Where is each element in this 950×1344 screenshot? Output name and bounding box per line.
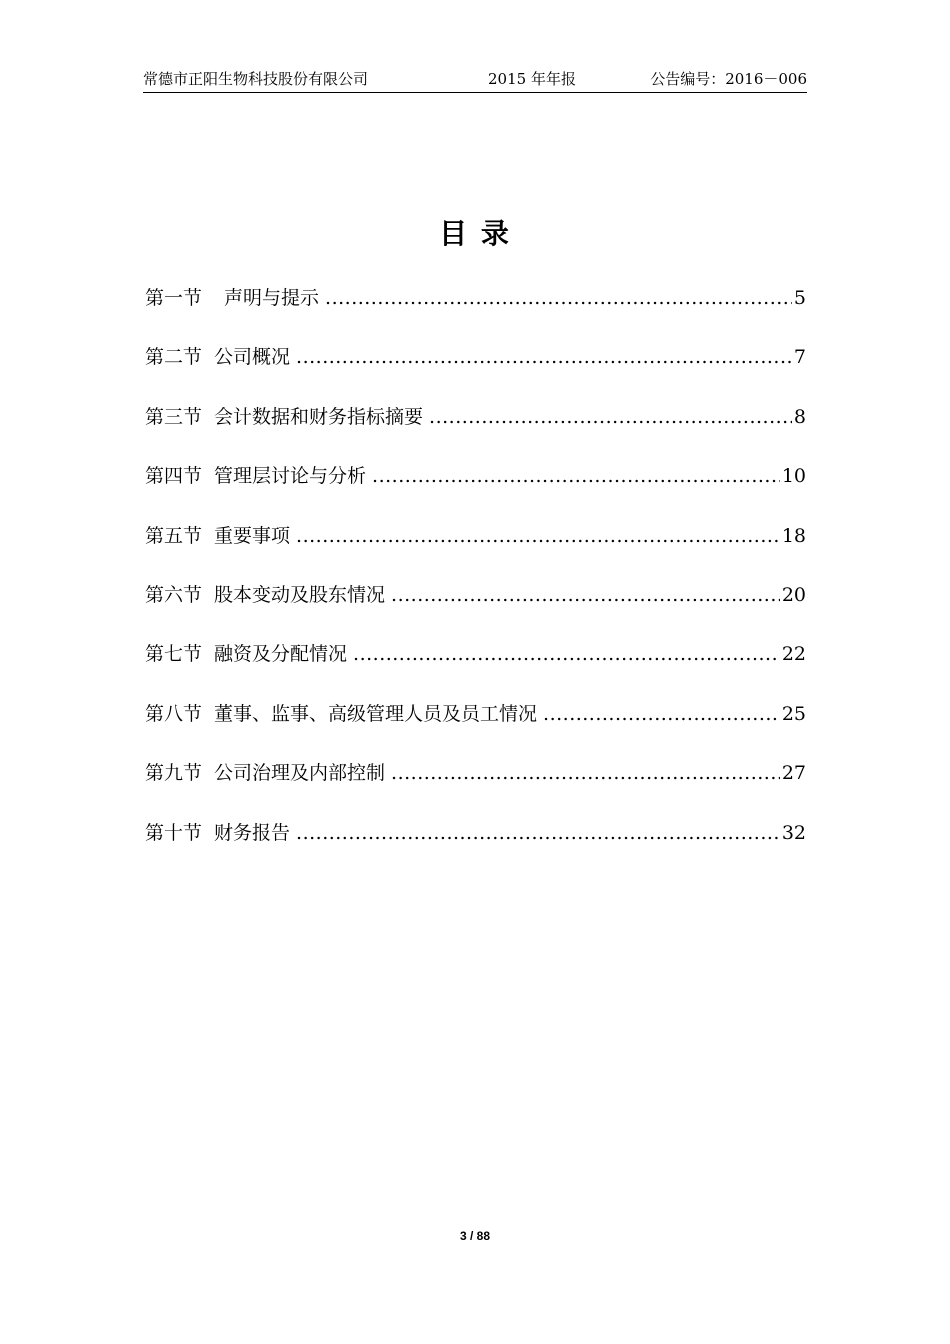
toc-leader-dots <box>391 756 780 790</box>
toc-section-title: 会计数据和财务指标摘要 <box>214 405 424 428</box>
toc-leader-dots <box>296 816 780 850</box>
toc-leader-dots <box>429 400 792 434</box>
toc-section-number: 第十节 <box>145 821 203 844</box>
toc-page-number: 5 <box>793 287 806 309</box>
toc-leader-dots <box>325 281 792 315</box>
toc-section-number: 第七节 <box>145 643 203 666</box>
toc-section-number: 第五节 <box>145 524 203 547</box>
toc-page-number: 10 <box>781 465 806 488</box>
toc-section-number: 第三节 <box>145 405 203 428</box>
toc-page-number: 20 <box>781 583 806 606</box>
page-number-footer: 3 / 88 <box>459 1229 491 1243</box>
toc-entry[interactable] <box>145 816 806 875</box>
toc-page-number: 25 <box>781 702 806 725</box>
toc-leader-dots <box>296 519 780 553</box>
header-notice-number: 公告编号：2016－006 <box>650 70 807 88</box>
toc-page-number: 32 <box>781 821 806 844</box>
toc-section-number: 第二节 <box>145 346 203 369</box>
toc-section-title: 董事、监事、高级管理人员及员工情况 <box>214 702 538 725</box>
toc-section-title: 公司概况 <box>214 346 291 369</box>
toc-section-number: 第四节 <box>145 465 203 488</box>
toc-leader-dots <box>543 697 780 731</box>
toc-leader-dots <box>391 578 780 612</box>
toc-entry[interactable] <box>145 459 806 518</box>
header-company-name: 常德市正阳生物科技股份有限公司 <box>143 70 369 88</box>
toc-section-number: 第一节 <box>145 287 203 309</box>
toc-section-number: 第九节 <box>145 762 203 785</box>
toc-section-title: 公司治理及内部控制 <box>214 762 386 785</box>
toc-title: 目 录 <box>439 217 511 250</box>
toc-section-number: 第六节 <box>145 583 203 606</box>
toc-section-title: 股本变动及股东情况 <box>214 583 386 606</box>
toc-leader-dots <box>372 459 780 493</box>
toc-page-number: 8 <box>793 405 806 428</box>
table-of-contents <box>145 281 806 875</box>
toc-page-number: 18 <box>781 524 806 547</box>
toc-entry[interactable] <box>145 637 806 696</box>
toc-section-title: 管理层讨论与分析 <box>214 465 367 488</box>
toc-entry[interactable] <box>145 578 806 637</box>
header-report-title: 2015 年年报 <box>488 70 576 88</box>
toc-leader-dots <box>353 637 780 671</box>
toc-section-title: 财务报告 <box>214 821 291 844</box>
toc-entry[interactable] <box>145 340 806 399</box>
toc-entry[interactable] <box>145 756 806 815</box>
toc-page-number: 7 <box>793 346 806 369</box>
toc-page-number: 22 <box>781 643 806 666</box>
toc-entry[interactable] <box>145 519 806 578</box>
toc-entry[interactable] <box>145 400 806 459</box>
toc-section-title: 融资及分配情况 <box>214 643 348 666</box>
page-header <box>143 66 807 93</box>
toc-leader-dots <box>296 340 792 374</box>
toc-entry[interactable] <box>145 697 806 756</box>
toc-section-title: 声明与提示 <box>224 287 320 309</box>
toc-section-number: 第八节 <box>145 702 203 725</box>
toc-section-title: 重要事项 <box>214 524 291 547</box>
toc-entry[interactable] <box>145 281 806 340</box>
toc-page-number: 27 <box>781 762 806 785</box>
